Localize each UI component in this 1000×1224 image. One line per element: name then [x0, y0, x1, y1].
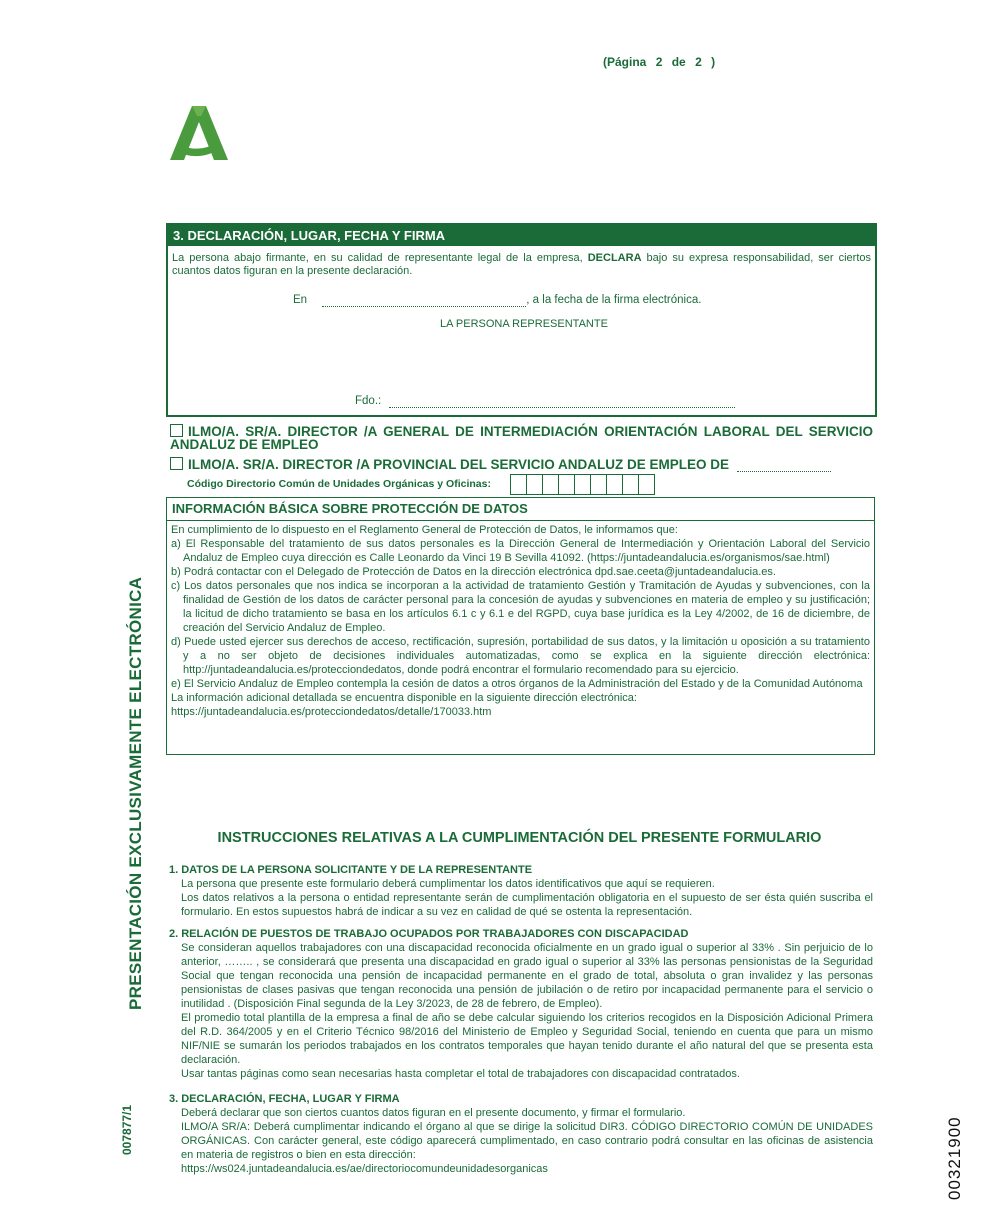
data-protection-section: [166, 497, 875, 755]
data-protection-body: [167, 521, 874, 719]
instructions-section-2: [169, 927, 873, 1081]
data-protection-url[interactable]: https://juntadeandalucia.es/protecciondedatos/detalle/170033.htm: [171, 706, 492, 718]
page-label-of: de: [671, 55, 686, 69]
instructions-url[interactable]: https://ws024.juntadeandalucia.es/ae/directoriocomundeunidadesorganicas: [181, 1163, 548, 1175]
declaration-post: bajo su expresa responsabilidad, ser ciertos cuantos datos figuran en la presente declaración.: [172, 252, 872, 277]
data-protection-additional: La información adicional detallada se encuentra disponible en la siguiente dirección electrónica:: [171, 692, 637, 704]
recipient-provincial-label: ILMO/A. SR/A. DIRECTOR /A PROVINCIAL DEL SERVICIO ANDALUZ DE EMPLEO DE: [188, 457, 730, 472]
recipient-provincial-checkbox[interactable]: [170, 457, 183, 470]
page-current: 2: [655, 55, 663, 69]
form-code: 007877/1: [120, 1104, 134, 1155]
recipient-general-checkbox[interactable]: [170, 424, 183, 437]
place-line: [293, 294, 701, 307]
instructions-paragraph: Se consideran aquellos trabajadores con una discapacidad reconocida oficialmente en un grado igual o superior al 33% . Sin perjuicio de lo anterior, …….. , se considerará que presenta una discapacidad en grado igual o superior al 33% las personas pensionistas de la Seguridad Social que tengan reconocida una pensión de incapacidad permanente en el grado de total, absoluta o gran invalidez y las personas pensionistas de clases pasivas que tengan reconocida una pensión de jubilación o de retiro por incapacidad permanente para el servicio o inutilidad . (Disposición Final segunda de la Ley 3/2023, de 28 de febrero, de Empleo).: [181, 942, 873, 1010]
instructions-heading: 1. DATOS DE LA PERSONA SOLICITANTE Y DE LA REPRESENTANTE: [169, 864, 533, 876]
data-protection-item: c) Los datos personales que nos indica se incorporan a la actividad de tratamiento Gestión y Tramitación de Ayudas y subvenciones, con la finalidad de Gestión de los datos de carácter personal para la concesión de ayudas y subvenciones en materia de empleo y su justificación; la licitud de dicho tratamiento se basa en los artículos 6.1 c y 6.1 e del RGPD, cuya base jurídica es la Ley 4/2002, de 16 de diciembre, de creación del Servicio Andaluz de Empleo.: [171, 580, 870, 634]
instructions-heading: 3. DECLARACIÓN, FECHA, LUGAR Y FIRMA: [169, 1093, 400, 1105]
vertical-title: PRESENTACIÓN EXCLUSIVAMENTE ELECTRÓNICA: [126, 576, 145, 1010]
page-label-close: ): [711, 55, 716, 69]
place-field[interactable]: [322, 294, 526, 307]
province-field[interactable]: [737, 458, 831, 472]
place-suffix: , a la fecha de la firma electrónica.: [526, 294, 702, 306]
data-protection-item: a) El Responsable del tratamiento de sus datos personales es la Dirección General de Intermediación y Orientación Laboral del Servicio Andaluz de Empleo cuya dirección es Calle Leonardo da Vinci 19 B Sevilla 41092. (https://juntadeandalucia.es/organismos/sae.html): [171, 538, 870, 564]
instructions-paragraph: ILMO/A SR/A: Deberá cumplimentar indicando el órgano al que se dirige la solicitud DIR3. CÓDIGO DIRECTORIO COMÚN DE UNIDADES ORGÁNICAS. Con carácter general, este código aparecerá cumplimentado, en caso contrario podrá consultar en las oficinas de asistencia en materia de registros o bien en esta dirección:: [181, 1121, 873, 1161]
data-protection-item: d) Puede usted ejercer sus derechos de acceso, rectificación, supresión, portabilidad de sus datos, y la limitación u oposición a su tratamiento y a no ser objeto de decisiones individuales automatizadas, como se explica en la siguiente dirección electrónica: http://juntadeandalucia.es/protecciondedatos, donde podrá encontrar el formulario recomendado para su ejercicio.: [171, 636, 870, 676]
page-total: 2: [695, 55, 702, 69]
signature-label: Fdo.:: [355, 395, 382, 407]
instructions-paragraph: Los datos relativos a la persona o entidad representante serán de cumplimentación obligatoria en el supuesto de ser ésta quién suscriba el formulario. En estos supuestos habrá de indicar a su vez en calidad de qué se ostenta la representación.: [181, 892, 873, 918]
declaration-bold: DECLARA: [587, 252, 642, 264]
declaration-pre: La persona abajo firmante, en su calidad de representante legal de la empresa,: [172, 252, 583, 264]
dir3-label: Código Directorio Común de Unidades Orgánicas y Oficinas:: [187, 478, 491, 490]
instructions-section-1: [169, 863, 873, 919]
junta-andalucia-logo: [168, 104, 230, 162]
page-label-open: (Página: [603, 55, 647, 69]
recipient-option-provincial: [170, 457, 873, 472]
recipient-option-general: [170, 424, 873, 451]
instructions-heading: 2. RELACIÓN DE PUESTOS DE TRABAJO OCUPADOS POR TRABAJADORES CON DISCAPACIDAD: [169, 928, 689, 940]
barcode-number: 00321900: [945, 1116, 964, 1200]
signature-field[interactable]: [389, 395, 735, 408]
dir3-code-input[interactable]: [510, 474, 655, 495]
instructions-title: INSTRUCCIONES RELATIVAS A LA CUMPLIMENTACIÓN DEL PRESENTE FORMULARIO: [217, 830, 822, 846]
data-protection-intro: En cumplimiento de lo dispuesto en el Reglamento General de Protección de Datos, le informamos que:: [171, 524, 678, 536]
instructions-paragraph: Usar tantas páginas como sean necesarias hasta completar el total de trabajadores con discapacidad contratados.: [181, 1068, 740, 1080]
representative-label: LA PERSONA REPRESENTANTE: [440, 318, 608, 330]
instructions-paragraph: La persona que presente este formulario deberá cumplimentar los datos identificativos que aquí se requieren.: [181, 878, 715, 890]
page-number: [603, 55, 715, 69]
signature-line: [355, 395, 735, 408]
data-protection-heading: INFORMACIÓN BÁSICA SOBRE PROTECCIÓN DE DATOS: [167, 498, 874, 521]
declaration-text: [168, 246, 875, 278]
recipient-general-label: ILMO/A. SR/A. DIRECTOR /A GENERAL DE INTERMEDIACIÓN ORIENTACIÓN LABORAL DEL SERVICIO ANDALUZ DE EMPLEO: [170, 424, 873, 452]
instructions-paragraph: El promedio total plantilla de la empresa a final de año se debe calcular siguiendo los criterios recogidos en la Disposición Adicional Primera del R.D. 364/2005 y en el Criterio Técnico 98/2016 del Ministerio de Empleo y Seguridad Social, teniendo en cuenta que para un mismo NIF/NIE se sumarán los periodos trabajados en los contratos temporales que hayan tenido durante el año natural del que se presenta esta declaración.: [181, 1012, 873, 1066]
section-heading: 3. DECLARACIÓN, LUGAR, FECHA Y FIRMA: [168, 225, 875, 246]
place-label: En: [293, 294, 308, 306]
instructions-section-3: [169, 1092, 873, 1176]
data-protection-item: b) Podrá contactar con el Delegado de Protección de Datos en la dirección electrónica dpd.sae.ceeta@juntadeandalucia.es.: [171, 566, 776, 578]
data-protection-item: e) El Servicio Andaluz de Empleo contempla la cesión de datos a otros órganos de la Administración del Estado y de la Comunidad Autónoma: [171, 678, 863, 690]
instructions-paragraph: Deberá declarar que son ciertos cuantos datos figuran en el presente documento, y firmar el formulario.: [181, 1107, 686, 1119]
